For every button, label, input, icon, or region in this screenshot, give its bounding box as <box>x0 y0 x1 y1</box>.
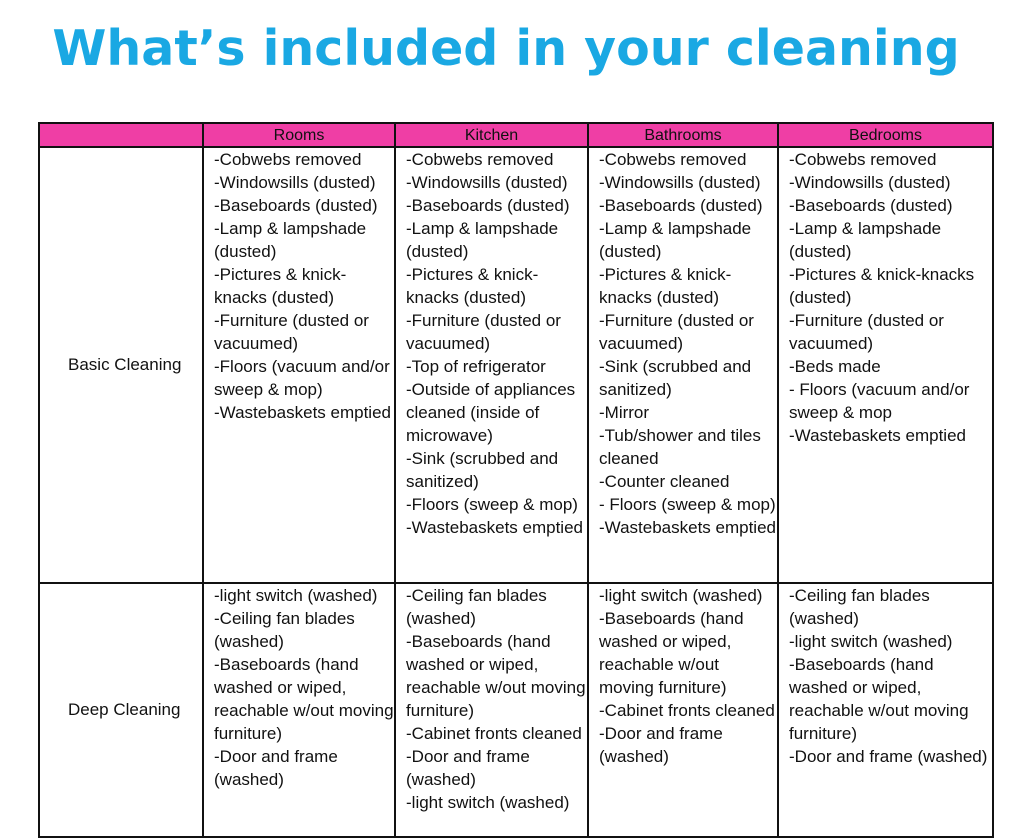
task-item: -Lamp & lampshade (dusted) <box>406 219 559 261</box>
cell-deep-bathrooms <box>588 583 778 837</box>
task-item: -Cabinet fronts cleaned <box>599 701 775 720</box>
task-item: -Pictures & knick-knacks (dusted) <box>406 265 539 307</box>
task-item: -Cobwebs removed <box>599 150 747 169</box>
cell-basic-rooms <box>203 147 395 583</box>
task-item: -Cobwebs removed <box>214 150 362 169</box>
task-item: -Windowsills (dusted) <box>599 173 761 192</box>
task-item: -Outside of appliances cleaned (inside of microwave) <box>406 380 576 445</box>
task-item: -Baseboards (dusted) <box>406 196 570 215</box>
task-item: - Floors (sweep & mop) <box>599 495 776 514</box>
task-item: -Lamp & lampshade (dusted) <box>214 219 367 261</box>
task-item: -Cabinet fronts cleaned <box>406 724 582 743</box>
task-item: -Wastebaskets emptied <box>406 518 583 537</box>
basic-cleaning-row <box>39 147 993 583</box>
task-list <box>396 148 587 539</box>
task-item: -Baseboards (hand washed or wiped, reachable w/out moving furniture) <box>406 632 586 720</box>
task-item: -Cobwebs removed <box>789 150 937 169</box>
task-item: -Windowsills (dusted) <box>214 173 376 192</box>
task-item: -Top of refrigerator <box>406 357 546 376</box>
task-item: -Baseboards (hand washed or wiped, reachable w/out moving furniture) <box>789 655 969 743</box>
cleaning-checklist-table <box>38 122 994 838</box>
row-label-deep-cleaning: Deep Cleaning <box>39 583 203 837</box>
cell-basic-kitchen <box>395 147 588 583</box>
deep-cleaning-row <box>39 583 993 837</box>
task-list <box>779 584 992 768</box>
task-item: -Floors (vacuum and/or sweep & mop) <box>214 357 390 399</box>
task-item: -Door and frame (washed) <box>789 747 988 766</box>
cell-basic-bedrooms <box>778 147 993 583</box>
task-item: -Mirror <box>599 403 650 422</box>
task-item: -light switch (washed) <box>789 632 953 651</box>
task-item: -Beds made <box>789 357 881 376</box>
task-item: -Furniture (dusted or vacuumed) <box>214 311 369 353</box>
task-item: -Furniture (dusted or vacuumed) <box>406 311 561 353</box>
task-item: -Furniture (dusted or vacuumed) <box>789 311 944 353</box>
task-list <box>396 584 587 814</box>
task-list <box>779 148 992 447</box>
task-item: -Counter cleaned <box>599 472 730 491</box>
task-list <box>589 148 777 539</box>
task-item: -Furniture (dusted or vacuumed) <box>599 311 754 353</box>
task-item: -Sink (scrubbed and sanitized) <box>406 449 559 491</box>
header-row <box>39 123 993 147</box>
task-item: -Floors (sweep & mop) <box>406 495 578 514</box>
task-item: -Door and frame (washed) <box>214 747 338 789</box>
cell-deep-bedrooms <box>778 583 993 837</box>
task-item: -Ceiling fan blades (washed) <box>214 609 355 651</box>
task-item: -Tub/shower and tiles cleaned <box>599 426 761 468</box>
task-item: -Windowsills (dusted) <box>789 173 951 192</box>
task-item: -Wastebaskets emptied <box>214 403 391 422</box>
task-item: -Door and frame (washed) <box>599 724 723 766</box>
task-item: -Pictures & knick-knacks (dusted) <box>214 265 347 307</box>
header-cell-kitchen: Kitchen <box>395 123 588 147</box>
task-item: -Pictures & knick-knacks (dusted) <box>599 265 732 307</box>
cell-basic-bathrooms <box>588 147 778 583</box>
task-item: -Cobwebs removed <box>406 150 554 169</box>
header-cell-corner <box>39 123 203 147</box>
task-item: -Pictures & knick-knacks (dusted) <box>789 265 975 307</box>
task-list <box>204 148 394 424</box>
page-title: What’s included in your cleaning <box>52 20 960 77</box>
task-item: -Door and frame (washed) <box>406 747 530 789</box>
task-item: - Floors (vacuum and/or sweep & mop <box>789 380 970 422</box>
task-item: -Baseboards (dusted) <box>214 196 378 215</box>
task-item: -light switch (washed) <box>214 586 378 605</box>
task-item: -light switch (washed) <box>599 586 763 605</box>
task-item: -Baseboards (hand washed or wiped, reachable w/out moving furniture) <box>599 609 744 697</box>
task-item: -Lamp & lampshade (dusted) <box>789 219 942 261</box>
task-item: -Windowsills (dusted) <box>406 173 568 192</box>
header-cell-rooms: Rooms <box>203 123 395 147</box>
task-item: -Baseboards (hand washed or wiped, reachable w/out moving furniture) <box>214 655 394 743</box>
task-list <box>589 584 777 768</box>
task-item: -Ceiling fan blades (washed) <box>406 586 547 628</box>
task-item: -light switch (washed) <box>406 793 570 812</box>
task-item: -Sink (scrubbed and sanitized) <box>599 357 752 399</box>
header-cell-bedrooms: Bedrooms <box>778 123 993 147</box>
cell-deep-rooms <box>203 583 395 837</box>
task-list <box>204 584 394 791</box>
task-item: -Ceiling fan blades (washed) <box>789 586 930 628</box>
row-label-basic-cleaning: Basic Cleaning <box>39 147 203 583</box>
task-item: -Baseboards (dusted) <box>599 196 763 215</box>
task-item: -Baseboards (dusted) <box>789 196 953 215</box>
task-item: -Lamp & lampshade (dusted) <box>599 219 752 261</box>
cell-deep-kitchen <box>395 583 588 837</box>
task-item: -Wastebaskets emptied <box>599 518 776 537</box>
header-cell-bathrooms: Bathrooms <box>588 123 778 147</box>
task-item: -Wastebaskets emptied <box>789 426 966 445</box>
